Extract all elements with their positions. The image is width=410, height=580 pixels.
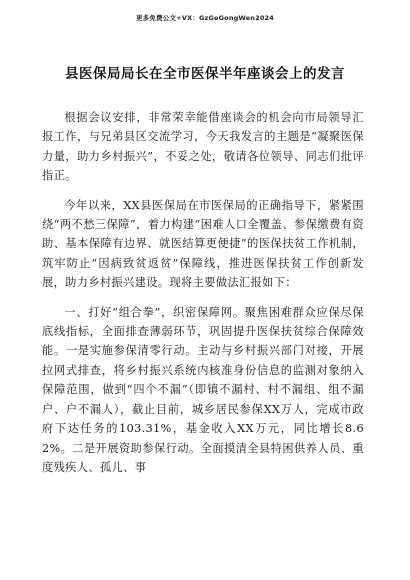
document-title: 县医保局局长在全市医保半年座谈会上的发言 — [65, 66, 345, 82]
paragraph-intro: 根据会议安排，非常荣幸能借座谈会的机会向市局领导汇报工作，与兄弟县区交流学习，今天我发言的主题是“凝聚医保力量，助力乡村振兴”，不妥之处，敬请各位领导、同志们批评指正。 — [42, 111, 364, 183]
document-body — [42, 108, 364, 487]
header-note: 更多免费公文+VX：GzGeGongWen2024 — [136, 14, 274, 22]
paragraph-section-one: 一、打好“组合拳”，织密保障网。聚焦困难群众应保尽保底线指标，全面排查薄弱环节，巩固提升医保扶贫综合保障效能。一是实施参保清零行动。主动与乡村振兴部门对接，开展拉网式排查，将乡村振兴系统内核准身份信息的监测对象纳入保障范围，做到“四个不漏”（即镇不漏村、村不漏组、组不漏户、户不漏人），截止目前，城乡居民参保XX万人，完成市政府下达任务的103.31%，基金收入XX万元，同比增长8.62%。二是开展资助参保行动。全面摸清全县特困供养人员、重度残疾人、孤儿、事 — [42, 305, 364, 474]
paragraph-overview: 今年以来，XX县医保局在市医保局的正确指导下，紧紧围绕“两不愁三保障”，着力构建“困难人口全覆盖、参保缴费有资助、基本保障有边界、就医结算更便捷”的医保扶贫工作机制，筑牢防止“因病致贫返贫”保障线，推进医保扶贫工作创新发展，助力乡村振兴建设。现将主要做法汇报如下： — [42, 198, 364, 290]
